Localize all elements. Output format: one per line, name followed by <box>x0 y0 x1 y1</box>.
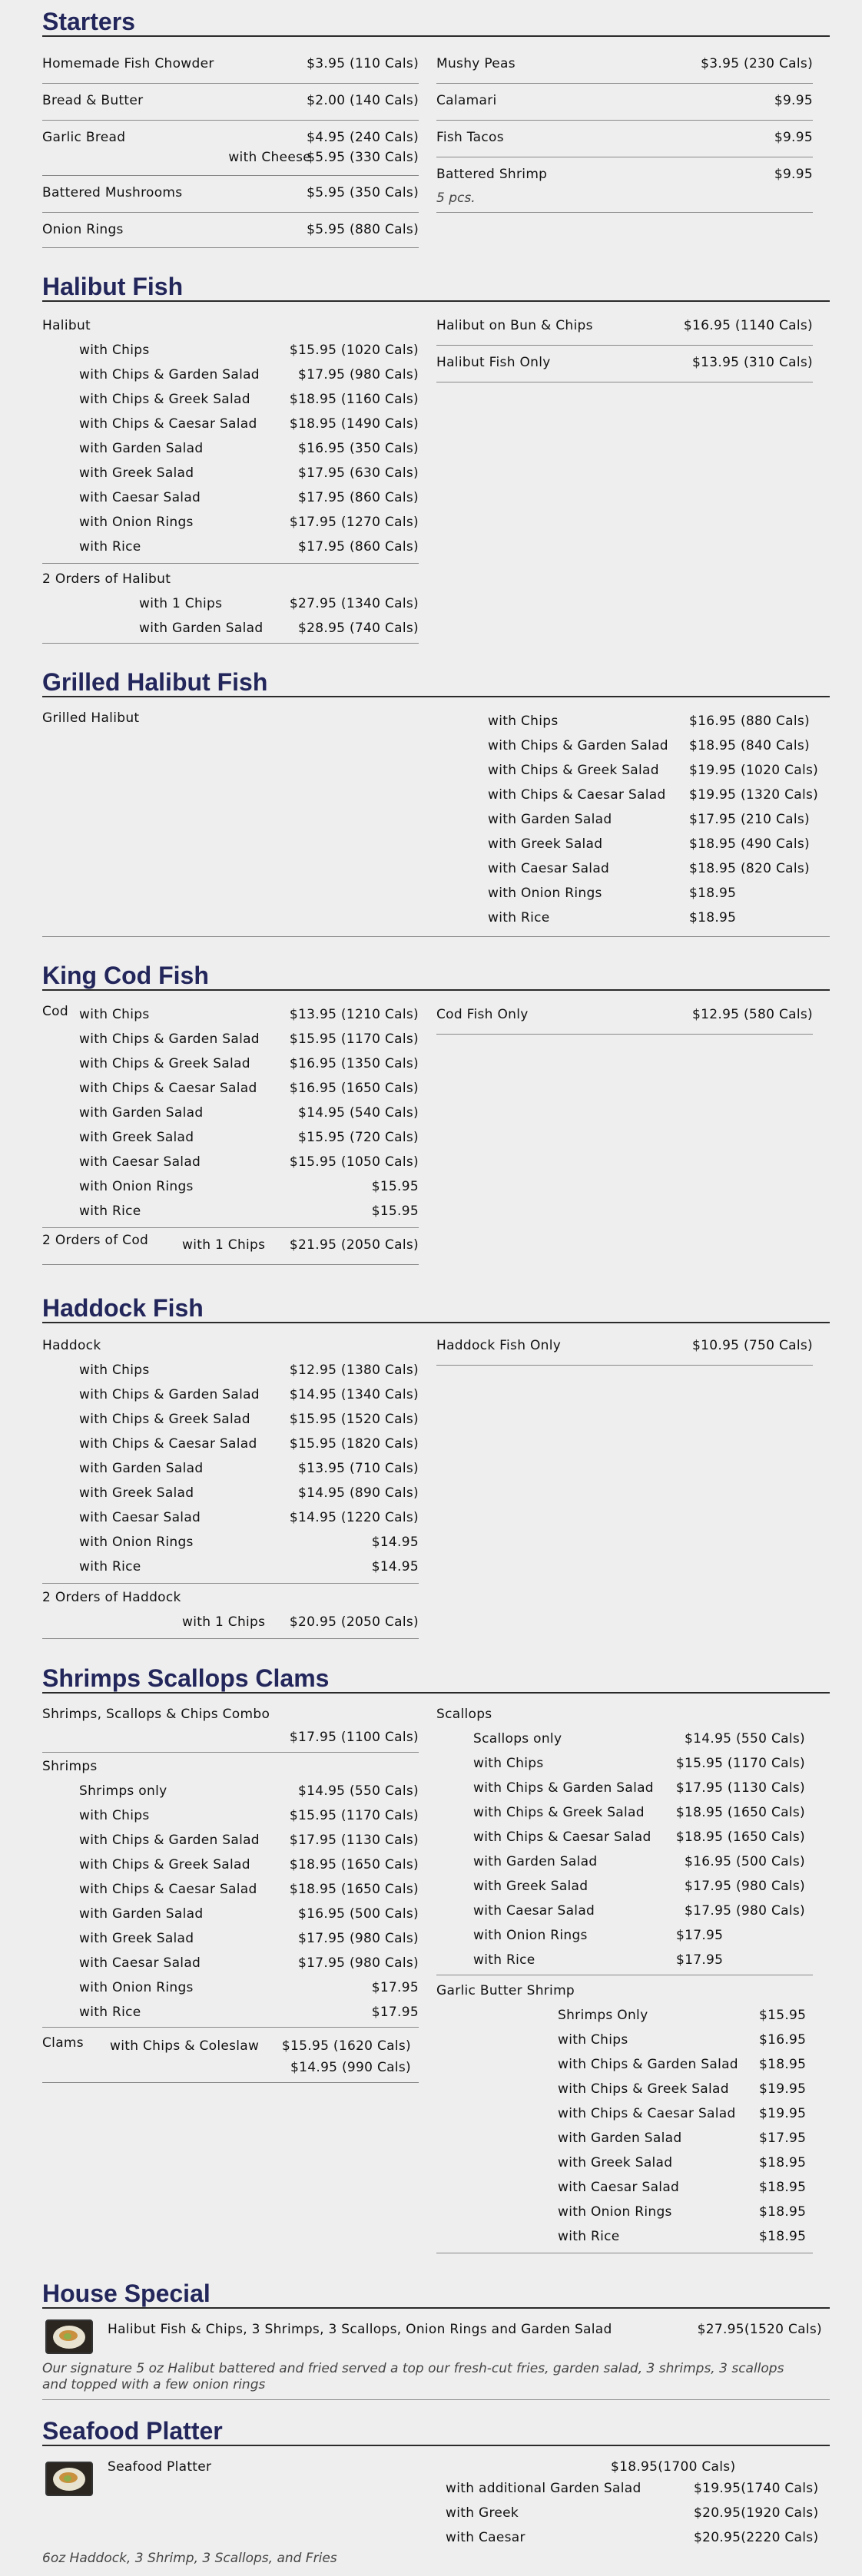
item-name: with Garden Salad <box>79 441 204 456</box>
item-name: with Chips & Caesar Salad <box>79 416 257 432</box>
shrimp-left-column <box>42 1703 419 2133</box>
item-name: with Onion Rings <box>79 1179 194 1194</box>
item-name: with Chips <box>488 714 559 729</box>
item-name: Fish Tacos <box>436 130 504 145</box>
seafood-platter-photo <box>45 2462 93 2496</box>
group-name: Halibut <box>42 318 91 333</box>
item-name: with Rice <box>473 1952 535 1968</box>
item-name: with 1 Chips <box>139 596 223 611</box>
item-name: with Caesar Salad <box>79 1510 201 1525</box>
item-price: $18.95 (1650 Cals) <box>289 1882 419 1897</box>
item-price: $14.95 (540 Cals) <box>298 1105 419 1121</box>
item-price: $13.95 (710 Cals) <box>298 1461 419 1476</box>
item-price: $18.95 (1160 Cals) <box>289 392 419 407</box>
item-name: with Chips & Garden Salad <box>488 738 668 753</box>
item-name: with Greek Salad <box>79 465 194 481</box>
item-price: $21.95 (2050 Cals) <box>289 1237 419 1253</box>
garnish-shape <box>64 2333 71 2339</box>
item-price: $17.95 (980 Cals) <box>685 1903 805 1919</box>
item-description: Our signature 5 oz Halibut battered and fried served a top our fresh-cut fries, garden salad, 3 shrimps, 3 scallops and topped with a few onion rings <box>42 2361 784 2392</box>
item-name: with Chips & Caesar Salad <box>79 1436 257 1452</box>
item-name: with Garden Salad <box>558 2131 682 2146</box>
item-price: $15.95 (1620 Cals) <box>281 2038 411 2054</box>
item-price: $19.95 <box>759 2081 807 2097</box>
item-price: $14.95 <box>371 1559 419 1574</box>
section-title: Shrimps Scallops Clams <box>42 1663 830 1694</box>
item-price: $14.95 (890 Cals) <box>298 1485 419 1501</box>
divider <box>42 83 419 84</box>
divider <box>436 83 813 84</box>
item-price: $15.95 (1170 Cals) <box>289 1031 419 1047</box>
item-name: with Chips & Caesar Salad <box>79 1882 257 1897</box>
item-price: $18.95 (840 Cals) <box>689 738 810 753</box>
item-price: $17.95 (1270 Cals) <box>289 515 419 530</box>
item-price: $17.95 <box>759 2131 807 2146</box>
item-name: with Chips <box>79 1808 150 1823</box>
item-price: $16.95 (880 Cals) <box>689 714 810 729</box>
item-name: Bread & Butter <box>42 93 144 108</box>
item-name: Garlic Bread <box>42 130 126 145</box>
item-description: 6oz Haddock, 3 Shrimp, 3 Scallops, and Fries <box>42 2551 337 2566</box>
group-name: Shrimps <box>42 1759 98 1774</box>
item-name: Halibut Fish Only <box>436 355 551 370</box>
item-name: with Greek Salad <box>488 836 603 852</box>
item-price: $10.95 (750 Cals) <box>692 1338 813 1353</box>
item-price: $15.95 <box>371 1179 419 1194</box>
item-price: $14.95 (550 Cals) <box>298 1783 419 1799</box>
item-name: with Garden Salad <box>488 812 612 827</box>
item-price: $18.95 (1490 Cals) <box>289 416 419 432</box>
item-price: $17.95 (980 Cals) <box>298 1931 419 1946</box>
haddock-left-column <box>42 1334 419 1641</box>
king-cod-section <box>42 960 830 1275</box>
item-price: $27.95(1520 Cals) <box>697 2322 822 2337</box>
item-price: $15.95 (1020 Cals) <box>289 343 419 358</box>
item-name: with Chips <box>473 1756 544 1771</box>
item-name: with Greek Salad <box>79 1130 194 1145</box>
item-name: with Chips & Garden Salad <box>558 2057 738 2072</box>
item-price: $20.95(1920 Cals) <box>694 2505 819 2521</box>
haddock-right-column <box>436 1334 813 1380</box>
divider <box>436 212 813 213</box>
item-price: $17.95 (1130 Cals) <box>675 1780 805 1796</box>
item-price: $14.95 (550 Cals) <box>685 1731 805 1747</box>
item-name: with Garden Salad <box>473 1854 598 1869</box>
item-option: with Caesar <box>446 2530 525 2545</box>
item-name: Cod Fish Only <box>436 1007 529 1022</box>
item-name: with 1 Chips <box>182 1614 266 1630</box>
item-name: Halibut Fish & Chips, 3 Shrimps, 3 Scallops, Onion Rings and Garden Salad <box>108 2322 612 2337</box>
item-name: with Chips & Caesar Salad <box>558 2106 736 2121</box>
item-price: $27.95 (1340 Cals) <box>289 596 419 611</box>
divider <box>436 120 813 121</box>
starters-left-column <box>42 52 419 248</box>
item-name: with Rice <box>79 539 141 555</box>
item-price: $17.95 (1130 Cals) <box>289 1833 419 1848</box>
divider <box>436 1365 813 1366</box>
item-price: $16.95 (1650 Cals) <box>289 1081 419 1096</box>
divider <box>42 1638 419 1639</box>
cod-left-column <box>42 1000 419 1273</box>
item-price: $15.95 (720 Cals) <box>298 1130 419 1145</box>
group-name: Scallops <box>436 1707 492 1722</box>
item-name: with Onion Rings <box>473 1928 588 1943</box>
item-price: $17.95 (980 Cals) <box>685 1879 805 1894</box>
section-title: Starters <box>42 6 830 37</box>
item-name: with Rice <box>79 1559 141 1574</box>
item-price: $9.95 <box>774 167 813 182</box>
starters-right-column <box>436 52 813 221</box>
item-price: $5.95 (880 Cals) <box>307 222 419 237</box>
item-price: $18.95 <box>759 2155 807 2170</box>
item-price: $19.95 (1320 Cals) <box>689 787 819 803</box>
item-name: Homemade Fish Chowder <box>42 56 214 71</box>
item-price: $19.95 <box>759 2106 807 2121</box>
item-price: $15.95 (1050 Cals) <box>289 1154 419 1170</box>
item-name: Shrimps only <box>79 1783 167 1799</box>
item-name: with Chips <box>79 1362 150 1378</box>
item-name: Battered Mushrooms <box>42 185 183 200</box>
item-name: with Greek Salad <box>79 1931 194 1946</box>
divider <box>42 1264 419 1265</box>
item-price: $17.95 <box>676 1952 724 1968</box>
item-name: with Caesar Salad <box>79 490 201 505</box>
item-price: $15.95 (1170 Cals) <box>675 1756 805 1771</box>
item-price: $16.95 (500 Cals) <box>685 1854 805 1869</box>
item-name: with Rice <box>79 2005 141 2020</box>
item-price: $28.95 (740 Cals) <box>298 621 419 636</box>
house-special-section <box>42 2278 830 2401</box>
item-price: $17.95 (860 Cals) <box>298 539 419 555</box>
item-name: with Chips & Greek Salad <box>79 1857 250 1872</box>
group-name: Cod <box>42 1004 68 1019</box>
item-price: $18.95 <box>689 886 737 901</box>
group-name: 2 Orders of Cod <box>42 1233 149 1248</box>
item-option: with Greek <box>446 2505 519 2521</box>
item-name: with Chips & Garden Salad <box>79 367 260 382</box>
item-name: with Greek Salad <box>473 1879 588 1894</box>
section-title: Haddock Fish <box>42 1293 830 1323</box>
item-name: with Chips <box>79 343 150 358</box>
item-name: Shrimps, Scallops & Chips Combo <box>42 1707 270 1722</box>
divider <box>42 563 419 564</box>
divider <box>436 1034 813 1035</box>
divider <box>42 643 419 644</box>
item-price: $15.95 (1820 Cals) <box>289 1436 419 1452</box>
item-name: with Chips <box>558 2032 628 2048</box>
shrimp-right-column <box>436 1703 813 2256</box>
grilled-halibut-section <box>42 667 830 939</box>
item-price: $9.95 <box>774 93 813 108</box>
item-price: $17.95 (860 Cals) <box>298 490 419 505</box>
item-name: with Onion Rings <box>488 886 602 901</box>
item-name: with Onion Rings <box>79 515 194 530</box>
item-name: with 1 Chips <box>182 1237 266 1253</box>
item-name: with Chips & Caesar Salad <box>488 787 666 803</box>
item-name: Shrimps Only <box>558 2008 648 2023</box>
divider <box>42 120 419 121</box>
item-name: with Chips & Greek Salad <box>79 1056 250 1071</box>
item-price: $16.95 <box>759 2032 807 2048</box>
item-price: $18.95 (1650 Cals) <box>289 1857 419 1872</box>
item-price: $13.95 (1210 Cals) <box>289 1007 419 1022</box>
starters-section <box>42 6 830 248</box>
item-price: $18.95 <box>689 910 737 925</box>
haddock-section <box>42 1293 830 1642</box>
item-price: $16.95 (350 Cals) <box>298 441 419 456</box>
item-name: with Chips & Greek Salad <box>79 1412 250 1427</box>
halibut-section <box>42 271 830 647</box>
seafood-platter-section <box>42 2415 830 2573</box>
item-name: with Rice <box>488 910 550 925</box>
item-name: with Chips & Garden Salad <box>79 1031 260 1047</box>
item-price: $17.95 (210 Cals) <box>689 812 810 827</box>
item-name: with Chips & Garden Salad <box>473 1780 654 1796</box>
item-name: with Chips & Greek Salad <box>473 1805 645 1820</box>
item-price: $15.95 (1520 Cals) <box>289 1412 419 1427</box>
item-price: $3.95 (230 Cals) <box>701 56 813 71</box>
item-price: $18.95(1700 Cals) <box>611 2459 736 2475</box>
item-price: $15.95 (1170 Cals) <box>289 1808 419 1823</box>
item-price: $18.95 <box>759 2180 807 2195</box>
item-price: $5.95 (350 Cals) <box>307 185 419 200</box>
item-price: $13.95 (310 Cals) <box>692 355 813 370</box>
item-name: with Garden Salad <box>79 1105 204 1121</box>
item-price: $14.95 (990 Cals) <box>290 2060 411 2075</box>
divider <box>42 1752 419 1753</box>
item-name: with Chips & Caesar Salad <box>79 1081 257 1096</box>
item-price: $9.95 <box>774 130 813 145</box>
item-price: $3.95 (110 Cals) <box>307 56 419 71</box>
item-name: with Greek Salad <box>79 1485 194 1501</box>
group-name: 2 Orders of Haddock <box>42 1590 181 1605</box>
item-price: $18.95 (820 Cals) <box>689 861 810 876</box>
item-name: with Chips & Garden Salad <box>79 1387 260 1402</box>
item-price: $17.95 (980 Cals) <box>298 1955 419 1971</box>
item-price: $16.95 (500 Cals) <box>298 1906 419 1922</box>
grilled-items <box>488 710 830 936</box>
group-name: Garlic Butter Shrimp <box>436 1983 575 1998</box>
item-price: $15.95 <box>759 2008 807 2023</box>
item-name: with Onion Rings <box>558 2204 672 2220</box>
item-name: with Caesar Salad <box>79 1955 201 1971</box>
divider <box>42 212 419 213</box>
halibut-left-column <box>42 314 419 644</box>
item-name: with Caesar Salad <box>558 2180 680 2195</box>
item-price: $16.95 (1350 Cals) <box>289 1056 419 1071</box>
halibut-right-column <box>436 314 813 399</box>
item-price: $14.95 (1220 Cals) <box>289 1510 419 1525</box>
item-price: $19.95 (1020 Cals) <box>689 763 819 778</box>
item-name: with Caesar Salad <box>79 1154 201 1170</box>
divider <box>42 2082 419 2083</box>
item-price: $19.95(1740 Cals) <box>694 2481 819 2496</box>
group-name: Grilled Halibut <box>42 710 140 726</box>
item-name: Onion Rings <box>42 222 124 237</box>
item-name: with Chips & Coleslaw <box>110 2038 260 2054</box>
item-name: Scallops only <box>473 1731 562 1747</box>
item-price: $18.95 (490 Cals) <box>689 836 810 852</box>
item-name: with Garden Salad <box>79 1461 204 1476</box>
item-name: with Onion Rings <box>79 1535 194 1550</box>
divider <box>42 175 419 176</box>
item-name: with Chips <box>79 1007 150 1022</box>
item-price: $18.95 (1650 Cals) <box>675 1829 805 1845</box>
item-price: $18.95 <box>759 2204 807 2220</box>
item-price: $12.95 (1380 Cals) <box>289 1362 419 1378</box>
section-title: Seafood Platter <box>42 2415 830 2446</box>
divider <box>42 2399 830 2400</box>
item-price: $17.95 (630 Cals) <box>298 465 419 481</box>
section-title: Halibut Fish <box>42 271 830 302</box>
group-name: Clams <box>42 2035 84 2051</box>
item-name: with Greek Salad <box>558 2155 673 2170</box>
section-title: King Cod Fish <box>42 960 830 991</box>
item-name: with Chips & Greek Salad <box>558 2081 729 2097</box>
item-name: with Chips & Greek Salad <box>488 763 659 778</box>
item-name: with Caesar Salad <box>473 1903 595 1919</box>
item-price: $17.95 <box>676 1928 724 1943</box>
item-price: $20.95 (2050 Cals) <box>289 1614 419 1630</box>
item-price: $18.95 <box>759 2057 807 2072</box>
garnish-shape <box>64 2475 71 2482</box>
divider <box>436 345 813 346</box>
item-price: $17.95 <box>371 1980 419 1995</box>
item-name: with Chips & Garden Salad <box>79 1833 260 1848</box>
item-option: with additional Garden Salad <box>446 2481 642 2496</box>
item-name: Halibut on Bun & Chips <box>436 318 593 333</box>
item-name: with Garden Salad <box>79 1906 204 1922</box>
divider <box>42 247 419 248</box>
item-price: $4.95 (240 Cals) <box>307 130 419 145</box>
item-name: Calamari <box>436 93 497 108</box>
item-price: $18.95 <box>759 2229 807 2244</box>
item-price: $14.95 (1340 Cals) <box>289 1387 419 1402</box>
item-name: with Rice <box>79 1204 141 1219</box>
divider <box>42 936 830 937</box>
item-price: $20.95(2220 Cals) <box>694 2530 819 2545</box>
item-option: with Cheese <box>228 150 311 165</box>
item-name: Mushy Peas <box>436 56 516 71</box>
item-price: $17.95 (1100 Cals) <box>289 1730 419 1745</box>
item-price: $14.95 <box>371 1535 419 1550</box>
item-price: $17.95 <box>371 2005 419 2020</box>
item-name: Haddock Fish Only <box>436 1338 562 1353</box>
section-title: Grilled Halibut Fish <box>42 667 830 697</box>
item-price: $15.95 <box>371 1204 419 1219</box>
divider <box>42 1227 419 1228</box>
group-name: 2 Orders of Halibut <box>42 571 171 587</box>
shrimps-scallops-clams-section <box>42 1663 830 2262</box>
item-name: with Chips & Greek Salad <box>79 392 250 407</box>
house-special-photo <box>45 2319 93 2354</box>
item-name: Seafood Platter <box>108 2459 212 2475</box>
item-name: with Rice <box>558 2229 620 2244</box>
item-price: $12.95 (580 Cals) <box>692 1007 813 1022</box>
item-name: with Garden Salad <box>139 621 264 636</box>
item-name: with Onion Rings <box>79 1980 194 1995</box>
divider <box>42 2027 419 2028</box>
item-name: Battered Shrimp <box>436 167 548 182</box>
item-name: with Caesar Salad <box>488 861 610 876</box>
item-price: $2.00 (140 Cals) <box>307 93 419 108</box>
item-price: $16.95 (1140 Cals) <box>683 318 813 333</box>
item-price: $17.95 (980 Cals) <box>298 367 419 382</box>
item-price: $5.95 (330 Cals) <box>307 150 419 165</box>
divider <box>42 1583 419 1584</box>
section-title: House Special <box>42 2278 830 2309</box>
item-name: with Chips & Caesar Salad <box>473 1829 651 1845</box>
item-note: 5 pcs. <box>436 190 476 206</box>
item-price: $18.95 (1650 Cals) <box>675 1805 805 1820</box>
cod-right-column <box>436 1000 813 1046</box>
group-name: Haddock <box>42 1338 101 1353</box>
